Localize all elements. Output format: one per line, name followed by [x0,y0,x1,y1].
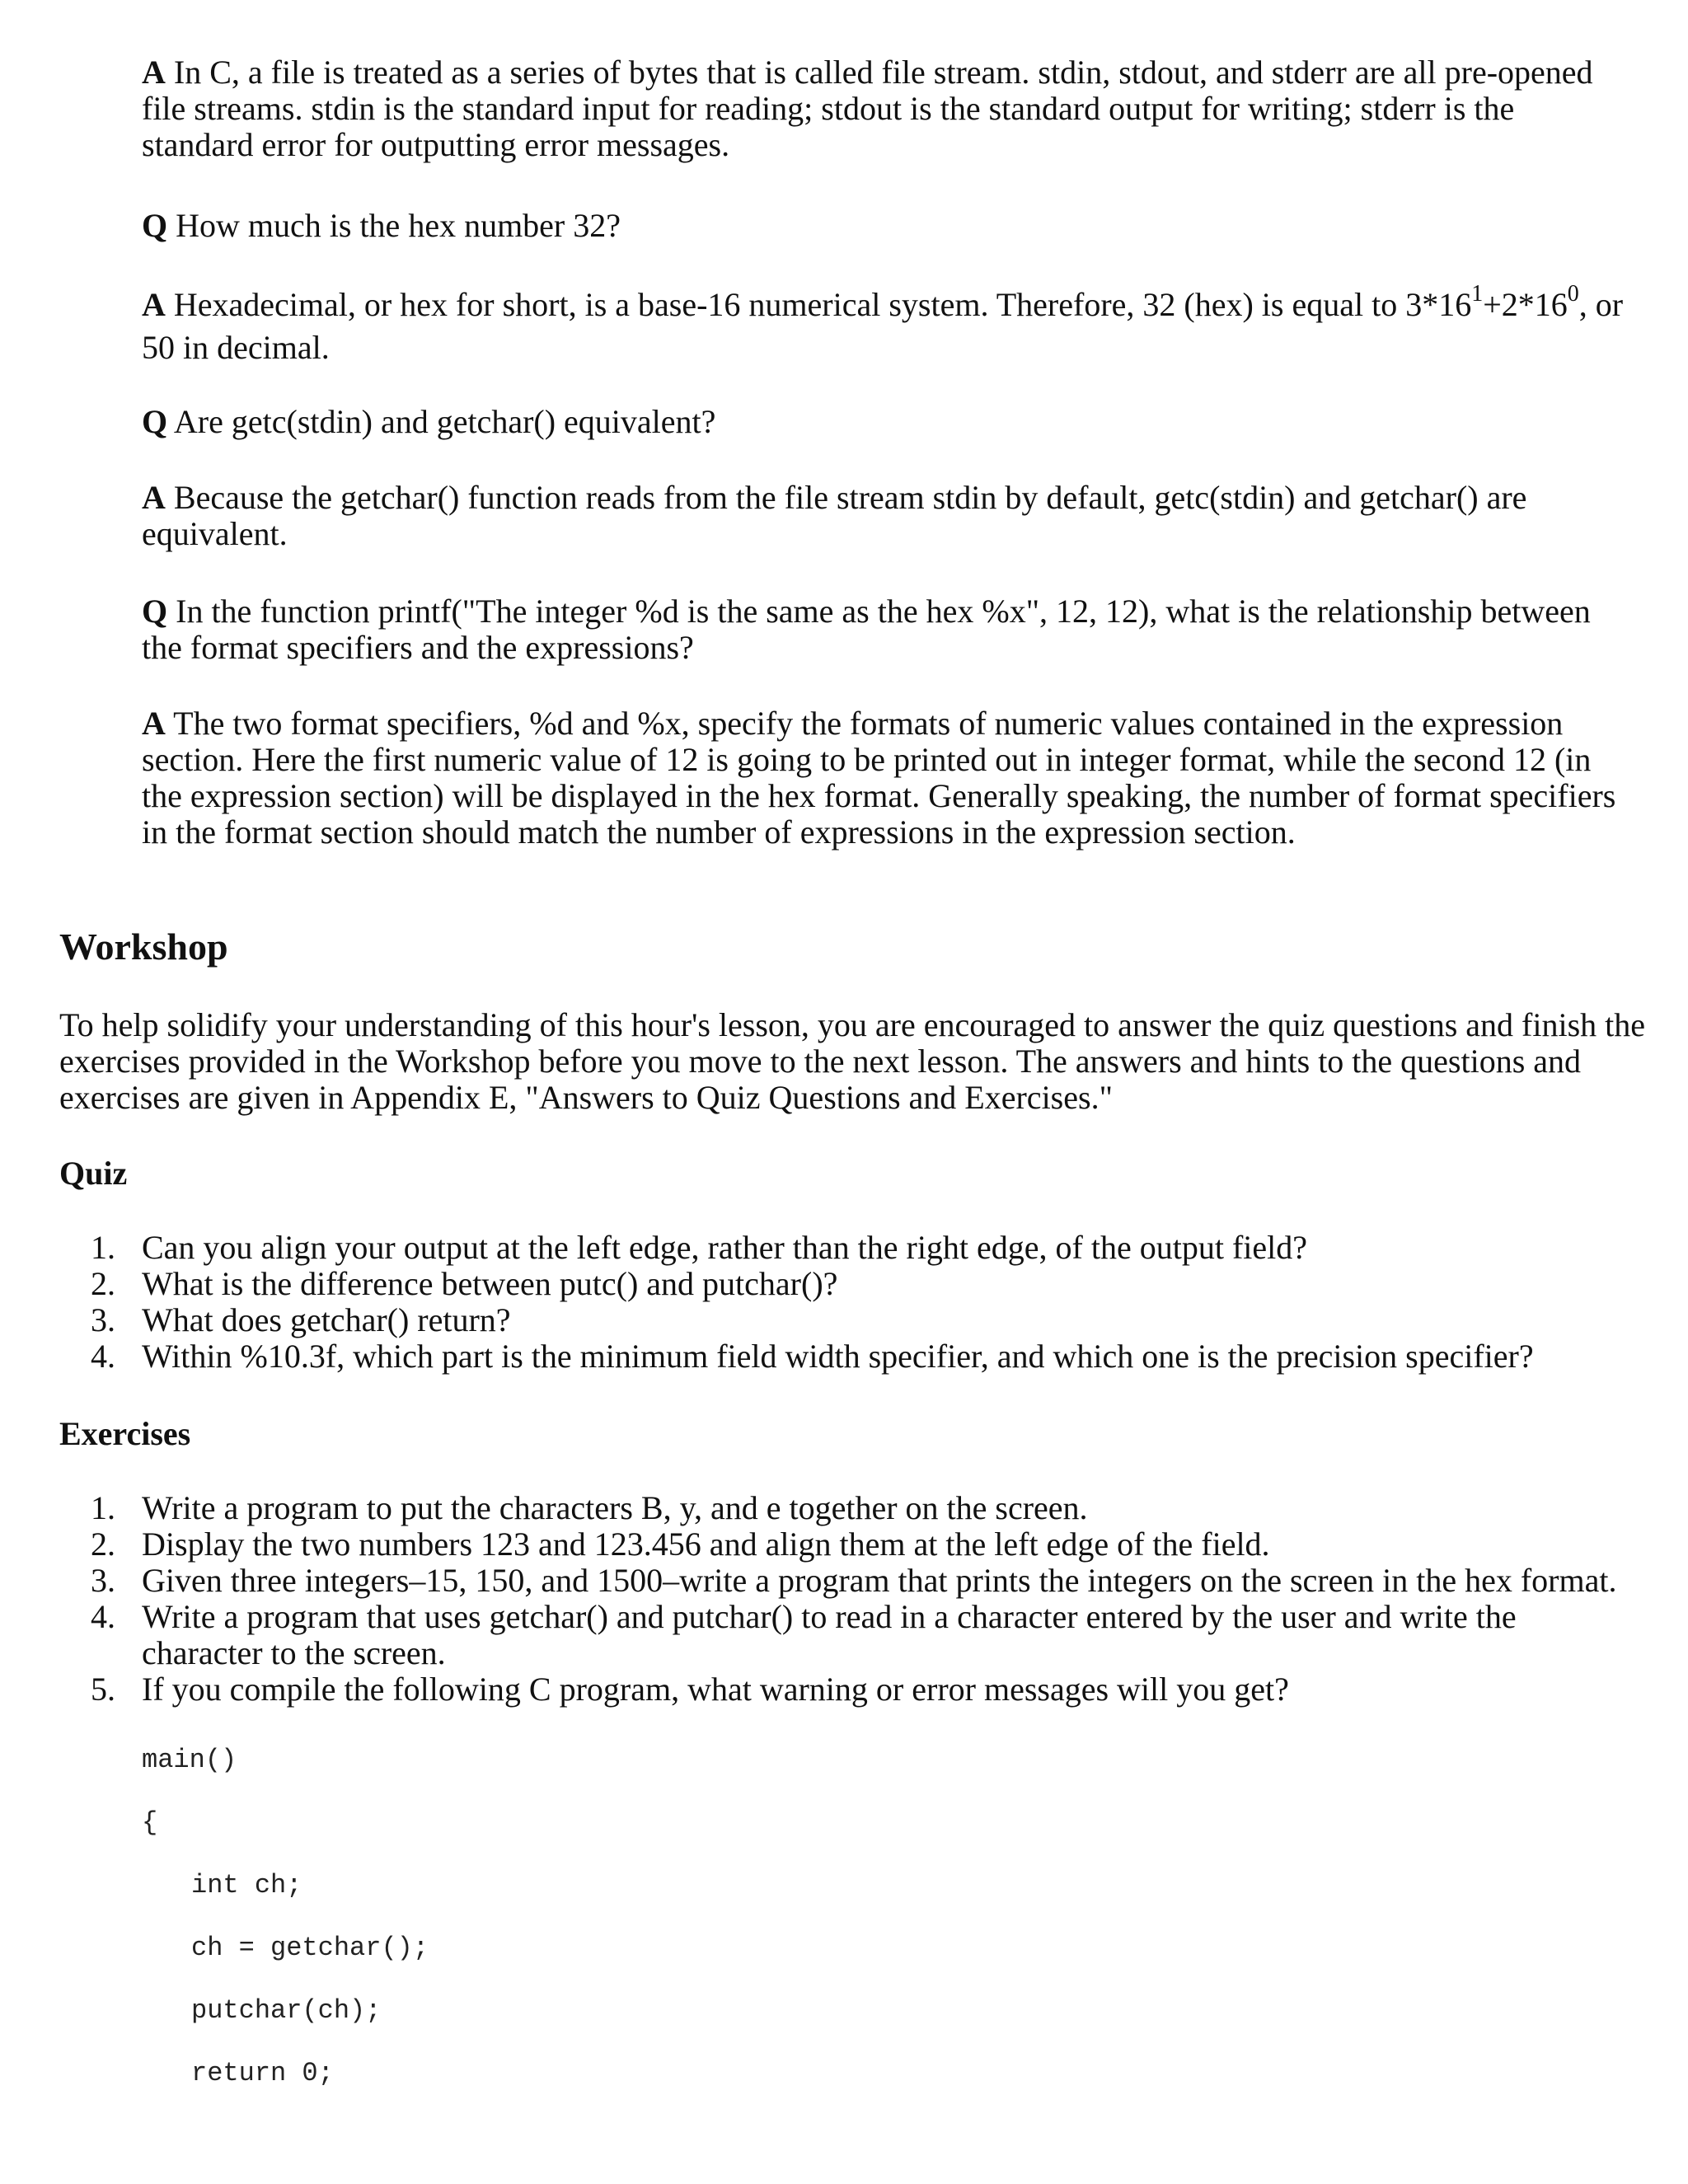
question-marker: Q [142,593,168,630]
exercise-item [59,1526,1675,1563]
answer-printf-specifiers [142,705,1625,851]
answer-stdin-streams [142,54,1625,163]
question-text: Are getc(stdin) and getchar() equivalent? [173,403,716,440]
item-number: 2. [91,1265,115,1302]
item-number: 1. [91,1229,115,1266]
exercise-item [59,1671,1675,1708]
exercise-item [59,1490,1675,1526]
item-text: Write a program to put the characters B, y, and e together on the screen. [142,1489,1088,1526]
question-marker: Q [142,403,168,440]
item-number: 2. [91,1526,115,1563]
exercises-list [59,1490,1675,1708]
item-text: Display the two numbers 123 and 123.456 and align them at the left edge of the field. [142,1526,1270,1563]
code-line-getchar: ch = getchar(); [191,1933,429,1963]
quiz-heading: Quiz [59,1155,128,1192]
answer-text-mid: +2*16 [1483,286,1568,323]
answer-hex-32 [142,280,1625,369]
item-number: 4. [91,1338,115,1375]
exercise-item [59,1563,1675,1599]
quiz-item [59,1266,1675,1302]
answer-text-before: Hexadecimal, or hex for short, is a base-16 numerical system. Therefore, 32 (hex) is equal to 3*16 [173,286,1472,323]
code-line-open-brace: { [142,1807,158,1838]
code-line-return: return 0; [191,2058,334,2088]
question-hex-32 [142,208,1625,244]
answer-text: The two format specifiers, %d and %x, specify the formats of numeric values contained in the expression section. Here the first numeric value of 12 is going to be printed out in integer format, while the second 12 (in the expression section) will be displayed in the hex format. Generally speaking, the number of format specifiers in the format section should match the number of expressions in the expression section. [142,705,1616,851]
item-text: Within %10.3f, which part is the minimum field width specifier, and which one is the precision specifier? [142,1338,1534,1375]
code-line-declaration: int ch; [191,1870,302,1900]
question-text: How much is the hex number 32? [176,207,621,244]
answer-getc-getchar [142,480,1625,552]
question-marker: Q [142,207,168,244]
answer-text: Because the getchar() function reads from the file stream stdin by default, getc(stdin) and getchar() are equivalent. [142,479,1527,552]
exponent-0: 0 [1567,280,1579,307]
question-text: In the function printf("The integer %d is the same as the hex %x", 12, 12), what is the relationship between the format specifiers and the expressions? [142,593,1591,666]
code-line-putchar: putchar(ch); [191,1995,382,2026]
question-printf-specifiers [142,593,1625,666]
question-getc-getchar [142,404,1625,440]
item-number: 1. [91,1489,115,1526]
item-text: What does getchar() return? [142,1301,511,1338]
workshop-heading: Workshop [59,926,228,968]
answer-marker: A [142,479,166,516]
answer-marker: A [142,54,166,91]
item-number: 4. [91,1598,115,1635]
item-text: If you compile the following C program, what warning or error messages will you get? [142,1671,1289,1708]
item-text: Write a program that uses getchar() and putchar() to read in a character entered by the user and write the character to the screen. [142,1598,1517,1671]
item-number: 5. [91,1671,115,1708]
item-text: Can you align your output at the left edge, rather than the right edge, of the output field? [142,1229,1308,1266]
quiz-item [59,1230,1675,1266]
workshop-intro: To help solidify your understanding of this hour's lesson, you are encouraged to answer the quiz questions and finish the exercises provided in the Workshop before you move to the next lesson. The answers and hints to the questions and exercises are given in Appendix E, "Answers to Quiz Questions and Exercises." [59,1006,1646,1116]
quiz-item [59,1338,1675,1375]
exponent-1: 1 [1471,280,1484,307]
answer-text: In C, a file is treated as a series of bytes that is called file stream. stdin, stdout, and stderr are all pre-opened file streams. stdin is the standard input for reading; stdout is the standard output for writing; stderr is the standard error for outputting error messages. [142,54,1593,163]
item-text: Given three integers–15, 150, and 1500–write a program that prints the integers on the screen in the hex format. [142,1562,1617,1599]
answer-text-after: , or 50 in decimal. [142,286,1624,366]
exercises-heading: Exercises [59,1415,191,1452]
code-line-main: main() [142,1745,237,1775]
item-number: 3. [91,1562,115,1599]
exercise-item [59,1599,1601,1671]
answer-marker: A [142,286,166,323]
quiz-item [59,1302,1675,1338]
answer-marker: A [142,705,166,742]
quiz-list [59,1230,1675,1375]
item-text: What is the difference between putc() and putchar()? [142,1265,838,1302]
item-number: 3. [91,1301,115,1338]
